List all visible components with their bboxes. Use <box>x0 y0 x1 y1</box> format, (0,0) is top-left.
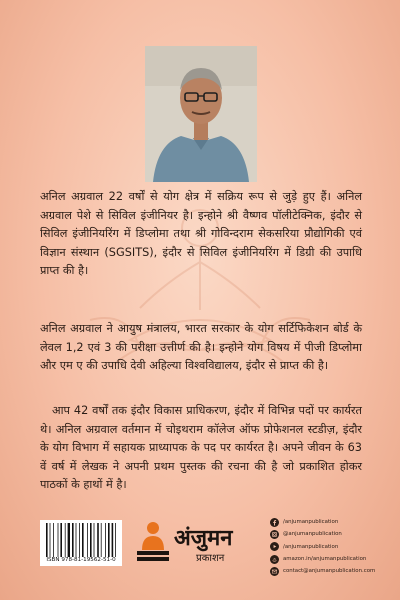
isbn-barcode <box>40 520 122 566</box>
barcode-bar <box>112 523 114 557</box>
contact-text: contact@anjumanpublication.com <box>283 568 376 575</box>
author-photo <box>145 46 257 182</box>
contact-amazon[interactable] <box>270 553 398 565</box>
contact-youtube[interactable] <box>270 541 398 553</box>
publisher-logo <box>134 520 284 568</box>
barcode-bar <box>115 523 116 557</box>
barcode-bar <box>65 523 66 557</box>
barcode-bar <box>94 523 95 557</box>
author-bio-paragraph: अनिल अग्रवाल 22 वर्षों से योग क्षेत्र में सक्रिय रूप से जुड़े हुए हैं। अनिल अग्रवाल पेशे से सिविल इंजीनियर है। इन्होने श्री वैष्णव पॉलीटेक्निक, इंदौर से सिविल इंजीनियरिंग में डिप्लोमा तथा श्री गोविन्दराम सेकसरिया प्रौद्योगिकी एवं विज्ञान संस्थान (SGSITS), इंदौर से सिविल इंजीनियरिंग में डिग्री की उपाधि प्राप्त की है। <box>40 190 362 278</box>
barcode-bar <box>79 523 80 557</box>
barcode-bar <box>50 523 51 557</box>
facebook-icon <box>270 518 279 527</box>
barcode-bar <box>68 523 70 557</box>
barcode-bar <box>46 523 48 557</box>
publisher-name: अंजुमन <box>174 526 233 551</box>
publisher-contacts <box>270 516 398 577</box>
contact-text: amazon.in/anjumanpublication <box>283 556 367 563</box>
author-bio-paragraph: अनिल अग्रवाल ने आयुष मंत्रालय, भारत सरकार के योग सर्टिफिकेशन बोर्ड के लेवल 1,2 एवं 3 की परीक्षा उत्तीर्ण की है। इन्होने योग विषय में पीजी डिप्लोमा और एम ए की उपाधि देवी अहिल्या विश्वविद्यालय, इंदौर से प्राप्त की है। <box>40 322 362 373</box>
isbn-number: ISBN 978-81-19562-51-0 <box>46 557 116 563</box>
barcode-bar <box>87 523 88 557</box>
barcode-bar <box>60 523 62 557</box>
barcode-bars <box>44 523 118 557</box>
youtube-icon <box>270 542 279 551</box>
barcode-bar <box>76 523 77 557</box>
svg-text:a: a <box>273 556 276 561</box>
instagram-icon <box>270 530 279 539</box>
barcode-bar <box>72 523 74 557</box>
barcode-bar <box>105 523 106 557</box>
amazon-icon <box>270 555 279 564</box>
contact-instagram[interactable] <box>270 528 398 540</box>
barcode-bar <box>101 523 102 557</box>
barcode-bar <box>58 523 59 557</box>
barcode-bar <box>53 523 54 557</box>
email-icon <box>270 567 279 576</box>
contact-text: /anjumanpublication <box>283 543 339 550</box>
barcode-bar <box>82 523 84 557</box>
barcode-bar <box>97 523 99 557</box>
contact-email[interactable] <box>270 565 398 577</box>
contact-facebook[interactable] <box>270 516 398 528</box>
publisher-subtitle: प्रकाशन <box>196 553 225 564</box>
contact-text: @anjumanpublication <box>283 531 342 538</box>
barcode-bar <box>90 523 92 557</box>
contact-text: /anjumanpublication <box>283 519 339 526</box>
barcode-bar <box>108 523 110 557</box>
meditating-figure-icon <box>134 520 172 566</box>
author-bio-paragraph: आप 42 वर्षों तक इंदौर विकास प्राधिकरण, इंदौर में विभिन्न पदों पर कार्यरत थे। अनिल अग्रवाल वर्तमान में चोइथराम कॉलेज ऑफ प्रोफेशनल स्टडीज़, इंदौर के योग विभाग में सहायक प्राध्यापक के पद पर कार्यरत है। अपने जीवन के 63 वें वर्ष में लेखक ने अपनी प्रथम पुस्तक की रचना की है जो प्रकाशित होकर पाठकों के हाथों में है। <box>40 404 362 492</box>
